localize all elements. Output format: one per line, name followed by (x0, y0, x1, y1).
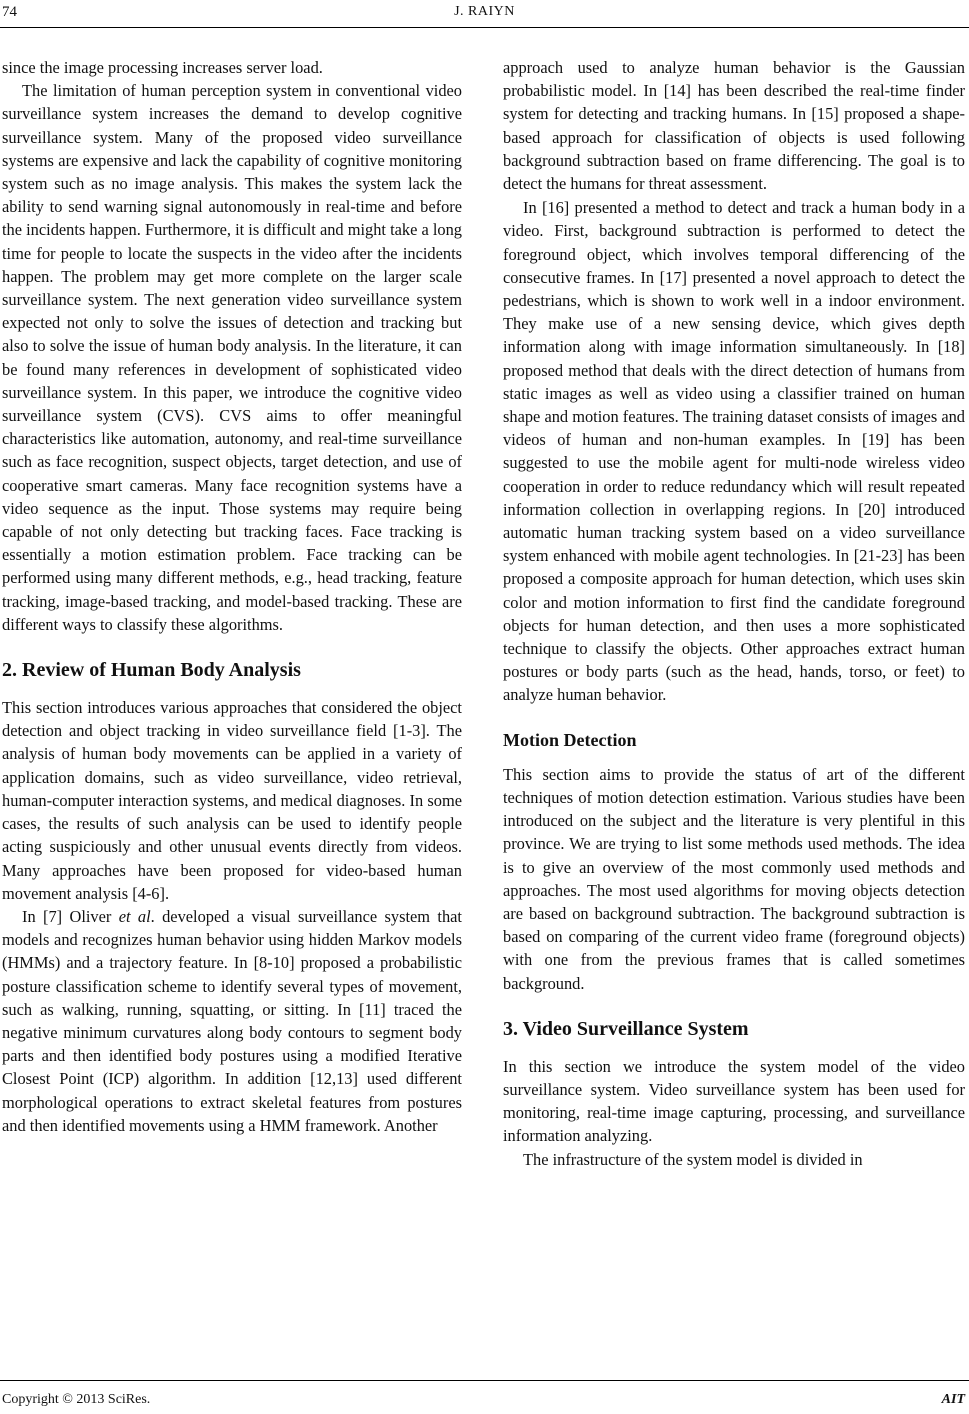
paragraph: The limitation of human perception system in conventional video surveillance system increases the demand to develop cognitive surveillance system. Many of the proposed video surveillance systems are expensive and lack the capability of cognitive monitoring system such as no image analysis. This makes the system lack the ability to send warning signal autonomously in real-time and before the incidents happen. Furthermore, it is difficult and might take a long time for people to locate the suspects in the video after the incidents happen. The problem may get more complete on the larger scale surveillance system. The next generation video surveillance system expected not only to solve the issues of detection and tracking but also to solve the issue of human body analysis. In the literature, it can be found many references in development of sophisticated video surveillance system. In this paper, we introduce the cognitive video surveillance system (CVS). CVS aims to offer meaningful characteristics like automation, autonomy, and real-time surveillance such as face recognition, suspect objects, target detection, and use of cooperative smart cameras. Many face recognition systems have a video sequence as the input. Those systems may require being capable of not only detecting but tracking faces. Face tracking is essentially a motion estimation problem. Face tracking can be performed using many different methods, e.g., head tracking, feature tracking, image-based tracking, and model-based tracking. These are different ways to classify these algorithms. (2, 81, 462, 634)
paragraph: approach used to analyze human behavior is the Gaussian probabilistic model. In [14] has been described the real-time finder system for detecting and tracking humans. In [15] proposed a shape-based approach for classification of objects is used following background subtraction based on frame differencing. The goal is to detect the humans for threat assessment. (503, 58, 965, 194)
paragraph: since the image processing increases server load. (2, 58, 323, 77)
page-header (0, 4, 969, 26)
paragraph: The infrastructure of the system model is divided in (523, 1149, 863, 1169)
section-heading-review: 2. Review of Human Body Analysis (2, 659, 301, 682)
text-run: . developed a visual surveillance system that models and recognizes human behavior using hidden Markov models (HMMs) and a trajectory feature. In [8-10] proposed a probabilistic posture classification scheme to identify several types of movement, such as walking, running, squatting, or sitting. In [11] traced the negative minimum curvatures along body contours to segment body parts and then identified body postures using a modified Iterative Closest Point (ICP) algorithm. In addition [12,13] used different morphological operations to extract skeletal features from postures and then identified movements using a HMM framework. Another (2, 906, 462, 1135)
section-heading-video-surveillance: 3. Video Surveillance System (503, 1017, 749, 1040)
running-head-author: J. RAIYN (454, 4, 515, 19)
left-column (2, 56, 462, 1137)
subsection-heading-motion-detection: Motion Detection (503, 729, 637, 750)
paragraph (2, 905, 462, 1137)
paragraph: This section introduces various approaches that considered the object detection and object tracking in video surveillance field [1-3]. The analysis of human body movements can be applied in a variety of application domains, such as video surveillance, video retrieval, human-computer interaction systems, and medical diagnoses. In some cases, the results of such analysis can be used to identify people acting suspiciously and other unusual events directly from videos. Many approaches have been proposed for video-based human movement analysis [4-6]. (2, 698, 462, 903)
right-column (503, 56, 965, 1171)
et-al-italic: et al (118, 906, 151, 926)
text-run: In [7] Oliver (22, 906, 119, 926)
footer-rule (0, 1380, 969, 1381)
paragraph: This section aims to provide the status of art of the different techniques of motion detection estimation. Various studies have been introduced on the subject and the literature is very plentiful in this province. We are trying to list some methods used methods. The idea is to give an overview of the most commonly used methods and approaches. The most used algorithms for moving objects detection are based on background subtraction. The background subtraction is based on comparing of the current video frame (foreground objects) with one from the previous frames that is called sometimes background. (503, 764, 965, 993)
paragraph: In [16] presented a method to detect and track a human body in a video. First, background subtraction is performed to detect the foreground object, which involves temporal differencing of the consecutive frames. In [17] presented a novel approach to detect the pedestrians, which is shown to work well in a indoor environment. They make use of a new sensing device, which gives depth information along with image information simultaneously. In [18] proposed method that deals with the direct detection of humans from static images as well as video using a classifier trained on human shape and motion features. The training dataset consists of images and videos of human and non-human examples. In [19] has been suggested to use the mobile agent for multi-node wireless video cooperation in order to reduce redundancy which will result repeated information collection in overlapping regions. In [20] introduced automatic human tracking system based on a video surveillance system enhanced with mobile agent technologies. In [21-23] has been proposed a composite approach for human detection, which uses skin color and motion information to first find the candidate foreground objects for human detection, and then uses a more sophisticated technique to classify the objects. Other approaches extract human postures or body parts (such as the head, hands, torso, or feet) to analyze human behavior. (503, 198, 965, 705)
paragraph: In this section we introduce the system model of the video surveillance system. Video surveillance system has been used for monitoring, real-time image capturing, processing, and surveillance information analyzing. (503, 1056, 965, 1146)
copyright-notice: Copyright © 2013 SciRes. (2, 1392, 151, 1407)
page-footer (0, 1392, 969, 1412)
journal-abbreviation: AIT (941, 1392, 965, 1407)
page-number: 74 (2, 4, 17, 20)
header-rule (0, 27, 969, 28)
